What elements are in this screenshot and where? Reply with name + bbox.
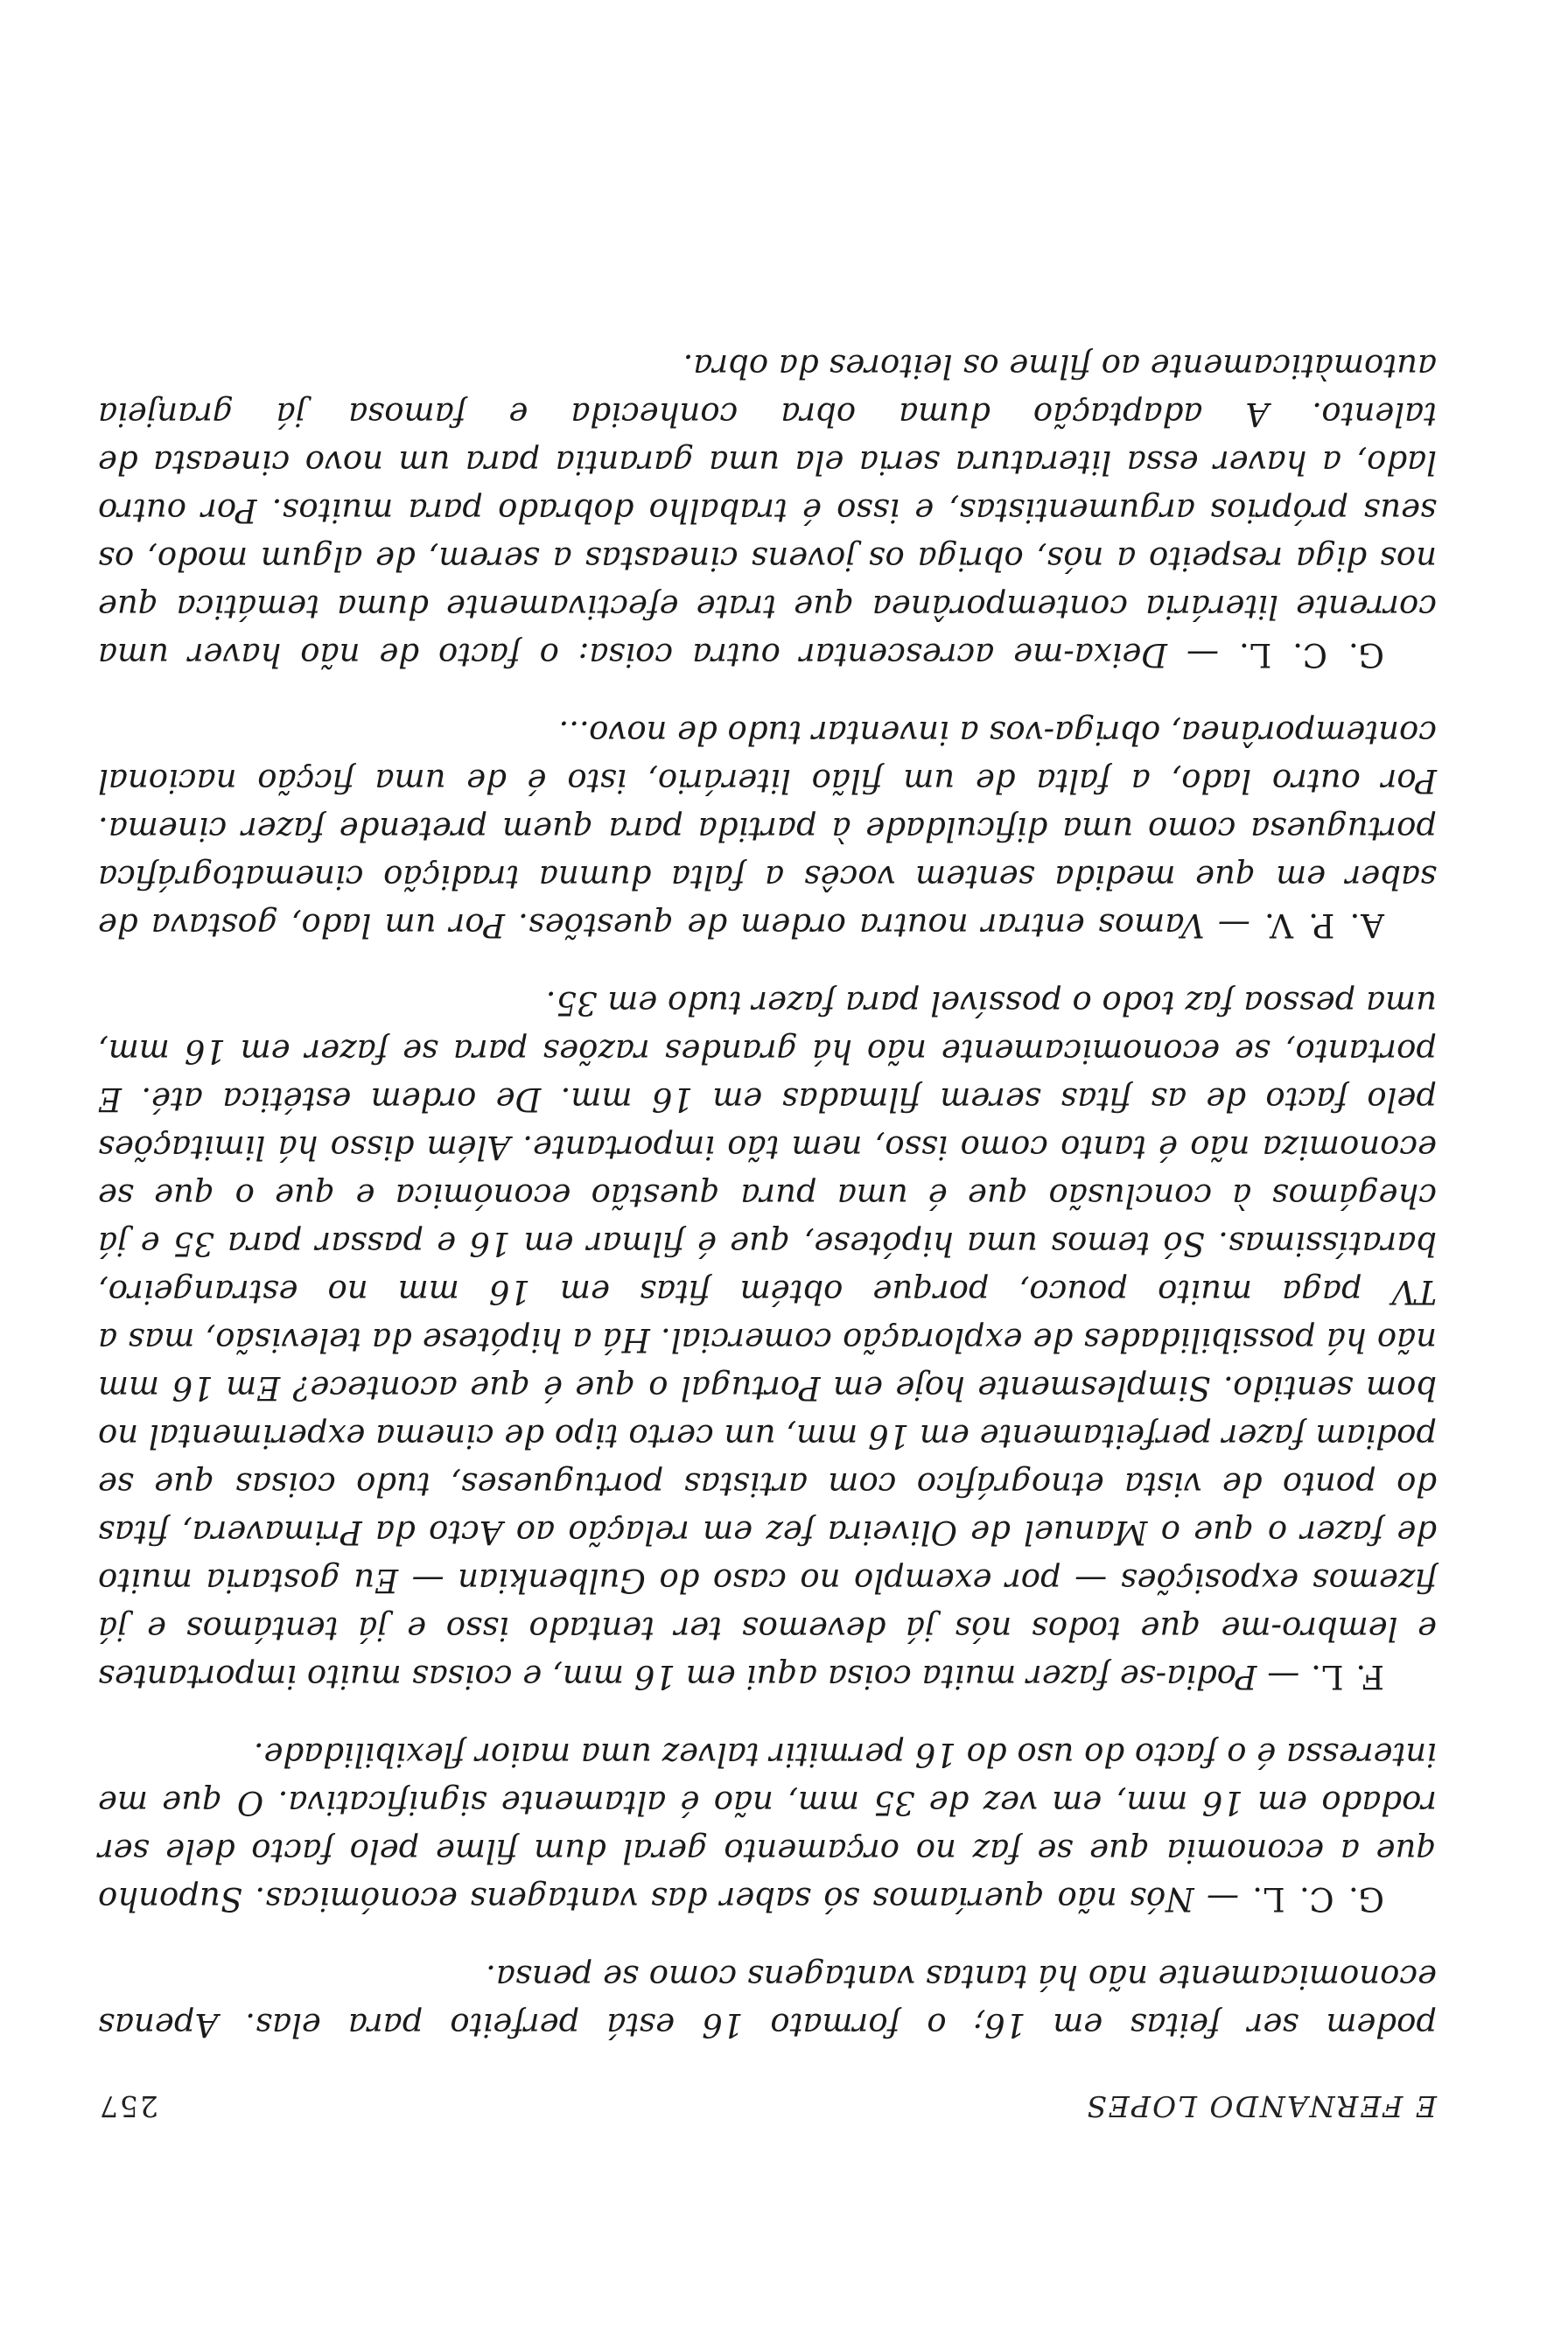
paragraph-text: — Deixa-me acrescentar outra coisa: o facto de não haver uma corrente literária contemporânea que trate efectivamente duma temática que nos diga respeito a nós, obriga os jovens cineastas a serem, de algum modo, os seus próprios argumentistas, e isso é trabalho dobrado para muitos. Por outro lado, a haver essa literatura seria ela uma garantia para um novo cineasta de talento. A adaptação duma obra conhecida e famosa já granjeia automàticamente ao filme os leitores da obra.: [97, 347, 1437, 674]
running-header: [98, 2082, 1437, 2130]
dialogue-paragraph: [98, 709, 1437, 949]
dialogue-paragraph: [98, 1731, 1437, 1923]
paragraph-text: — Vamos entrar noutra ordem de questões. Por um lado, gostava de saber em que medida sentem vocês a falta dumna tradição cinematográfica portuguesa como uma dificuldade à partida para quem pretende fazer cinema. Por outro lado, a falta de um filão literário, isto é de uma ficção nacional contemporânea, obriga-vos a inventar tudo de novo...: [97, 714, 1437, 944]
paragraph-text: — Nós não queríamos só saber das vantagens económicas. Suponho que a economia que se faz no orçamento geral dum filme pelo facto dele ser rodado em 16 mm, em vez de 35 mm, não é altamente significativa. O que me interessa é o facto do uso do 16 permitir talvez uma maior flexibilidade.: [98, 1736, 1437, 1918]
speaker-initials: G. C. L.: [1237, 636, 1384, 674]
dialogue-paragraph: [98, 979, 1437, 1701]
text-column: [98, 312, 1437, 2130]
paragraph-continuation: [98, 1953, 1437, 2049]
dialogue-paragraph: [98, 342, 1437, 679]
speaker-initials: F. L.: [1310, 1658, 1384, 1696]
page-number: 257: [98, 2089, 158, 2123]
paragraph-text: — Podia-se fazer muita coisa aqui em 16 mm, e coisas muito importantes e lembro-me que todos nós já devemos ter tentado isso e já tentámos e já fizemos exposições — por exemplo no caso do Gulbenkian — Eu gostaria muito de fazer o que o Manuel de Oliveira fez em relação ao Acto da Primavera, fitas do ponto de vista etnográfico com artistas portugueses, tudo coisas que se podiam fazer perfeitamente em 16 mm, um certo tipo de cinema experimental no bom sentido. Simplesmente hoje em Portugal o que é que acontece? Em 16 mm não há possibilidades de exploração comercial. Há a hipótese da televisão, mas a TV paga muito pouco, porque obtém fitas em 16 mm no estrangeiro, baratíssimas. Só temos uma hipótese, que é filmar em 16 e passar para 35 e já chegámos à conclusão que é uma pura questão económica e que o que se economiza não é tanto como isso, nem tão importante. Além disso há limitações pelo facto de as fitas serem filmadas em 16 mm. De ordem estética até. E portanto, se economicamente não há grandes razões para se fazer em 16 mm, uma pessoa faz todo o possível para fazer tudo em 35.: [97, 984, 1437, 1696]
speaker-initials: A. P. V.: [1264, 906, 1384, 944]
paragraph-text: podem ser feitas em 16; o formato 16 está perfeito para elas. Apenas economicamente não há tantas vantagens como se pensa.: [98, 1958, 1437, 2044]
running-head-author: E FERNANDO LOPES: [1085, 2089, 1437, 2123]
speaker-initials: G. C. L.: [1251, 1880, 1384, 1918]
